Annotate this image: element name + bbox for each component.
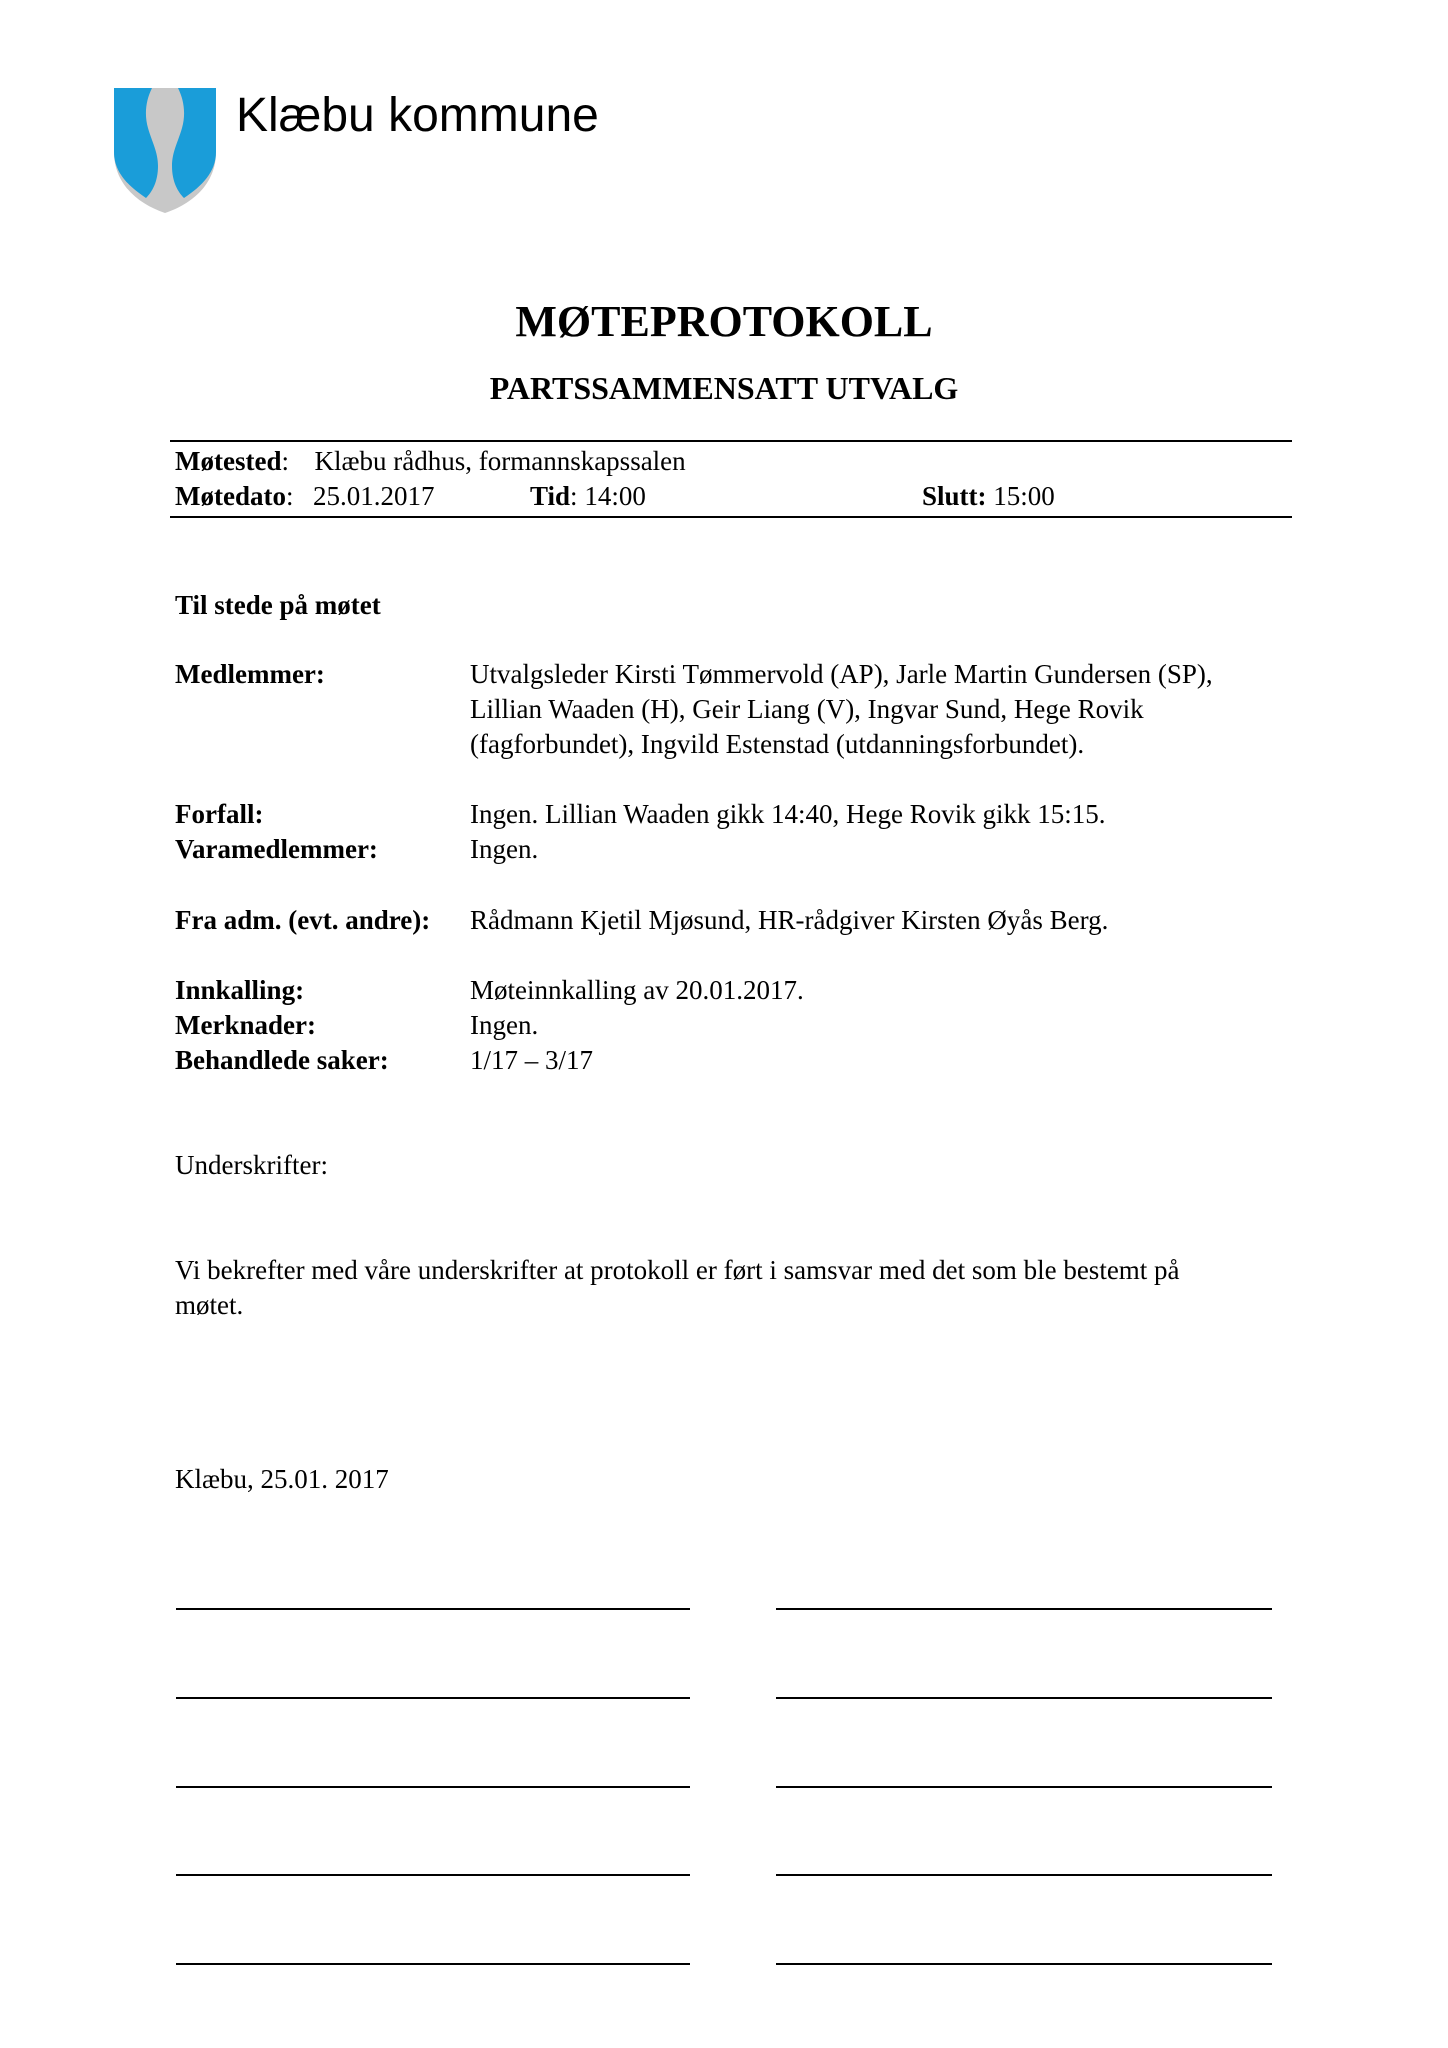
- document-title: MØTEPROTOKOLL: [515, 297, 933, 346]
- signature-line: [176, 1697, 690, 1699]
- present-heading: Til stede på møtet: [175, 590, 381, 620]
- signature-line: [776, 1608, 1272, 1610]
- signatures-heading: Underskrifter:: [175, 1150, 328, 1180]
- administration-label: Fra adm. (evt. andre):: [175, 905, 431, 935]
- cases-value: 1/17 – 3/17: [470, 1045, 594, 1075]
- signature-line: [176, 1608, 690, 1610]
- meeting-date-row: [175, 479, 434, 513]
- meeting-place-label: Møtested: [175, 446, 282, 476]
- meeting-place-value: Klæbu rådhus, formannskapssalen: [314, 446, 686, 476]
- top-divider: [170, 440, 1292, 442]
- bottom-divider: [170, 516, 1292, 518]
- place-date: Klæbu, 25.01. 2017: [175, 1464, 389, 1494]
- document-subtitle: PARTSSAMMENSATT UTVALG: [489, 370, 959, 406]
- absence-label: Forfall:: [175, 799, 264, 829]
- municipality-coat-of-arms-logo: [112, 86, 218, 214]
- remarks-value: Ingen.: [470, 1010, 539, 1040]
- colon: :: [285, 481, 294, 511]
- signature-line: [776, 1874, 1272, 1876]
- meeting-time-row: [530, 479, 646, 513]
- remarks-label: Merknader:: [175, 1010, 316, 1040]
- cases-label: Behandlede saker:: [175, 1045, 389, 1075]
- signature-line: [176, 1874, 690, 1876]
- members-line: (fagforbundet), Ingvild Estenstad (utdanningsforbundet).: [470, 729, 1085, 759]
- colon: :: [281, 446, 289, 476]
- signature-line: [776, 1786, 1272, 1788]
- members-line: Lillian Waaden (H), Geir Liang (V), Ingvar Sund, Hege Rovik: [470, 694, 1144, 724]
- colon: :: [570, 481, 578, 511]
- notice-value: Møteinnkalling av 20.01.2017.: [470, 975, 804, 1005]
- signature-line: [776, 1697, 1272, 1699]
- meeting-end-row: [922, 479, 1055, 513]
- confirmation-text: Vi bekrefter med våre underskrifter at protokoll er ført i samsvar med det som ble bestemt på: [175, 1255, 1180, 1285]
- meeting-time-label: Tid: [530, 481, 571, 511]
- meeting-date-label: Møtedato: [175, 481, 286, 511]
- meeting-time-value: 14:00: [584, 481, 646, 511]
- meeting-end-value: 15:00: [993, 481, 1055, 511]
- substitutes-value: Ingen.: [470, 834, 539, 864]
- meeting-date-value: 25.01.2017: [312, 481, 435, 511]
- absence-value: Ingen. Lillian Waaden gikk 14:40, Hege Rovik gikk 15:15.: [470, 799, 1106, 829]
- administration-value: Rådmann Kjetil Mjøsund, HR-rådgiver Kirsten Øyås Berg.: [470, 905, 1109, 935]
- members-label: Medlemmer:: [175, 659, 325, 689]
- meeting-end-label: Slutt:: [922, 481, 987, 511]
- substitutes-label: Varamedlemmer:: [175, 834, 378, 864]
- signature-line: [776, 1963, 1272, 1965]
- signature-line: [176, 1786, 690, 1788]
- municipality-name: Klæbu kommune: [236, 89, 599, 142]
- signature-line: [176, 1963, 690, 1965]
- notice-label: Innkalling:: [175, 975, 305, 1005]
- confirmation-text: møtet.: [175, 1290, 244, 1320]
- meeting-place-row: [175, 444, 686, 478]
- members-line: Utvalgsleder Kirsti Tømmervold (AP), Jarle Martin Gundersen (SP),: [470, 659, 1213, 689]
